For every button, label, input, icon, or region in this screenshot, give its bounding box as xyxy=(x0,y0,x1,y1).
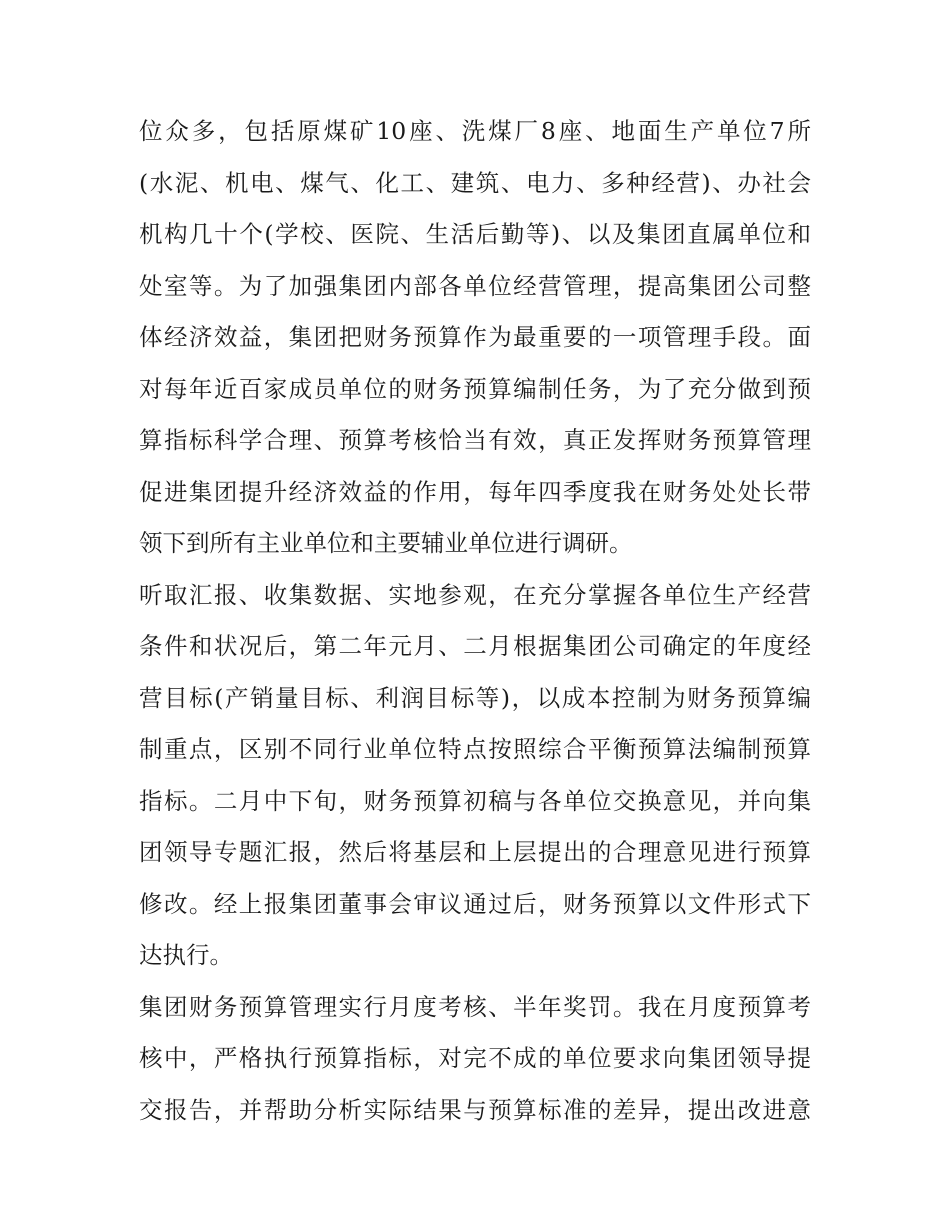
text-line: 制重点，区别不同行业单位特点按照综合平衡预算法编制预算 xyxy=(139,735,811,763)
text-line: 算指标科学合理、预算考核恰当有效，真正发挥财务预算管理 xyxy=(139,426,811,454)
text-line: 处室等。为了加强集团内部各单位经营管理，提高集团公司整 xyxy=(139,271,811,300)
text-line: 团领导专题汇报，然后将基层和上层提出的合理意见进行预算 xyxy=(139,838,811,866)
text-line: 修改。经上报集团董事会审议通过后，财务预算以文件形式下 xyxy=(139,889,811,918)
text-line: 机构几十个(学校、医院、生活后勤等)、以及集团直属单位和 xyxy=(139,220,811,248)
body-text xyxy=(139,106,811,1136)
text-line: 达执行。 xyxy=(139,941,233,969)
text-line: 领下到所有主业单位和主要辅业单位进行调研。 xyxy=(139,529,633,557)
text-line: (水泥、机电、煤气、化工、建筑、电力、多种经营)、办社会 xyxy=(139,168,811,197)
text-line: 营目标(产销量目标、利润目标等)，以成本控制为财务预算编 xyxy=(139,683,811,712)
text-line: 指标。二月中下旬，财务预算初稿与各单位交换意见，并向集 xyxy=(139,786,811,815)
text-line: 听取汇报、收集数据、实地参观，在充分掌握各单位生产经营 xyxy=(139,580,811,609)
text-line: 条件和状况后，第二年元月、二月根据集团公司确定的年度经 xyxy=(139,632,811,660)
text-line: 对每年近百家成员单位的财务预算编制任务，为了充分做到预 xyxy=(139,374,811,403)
text-line: 交报告，并帮助分析实际结果与预算标准的差异，提出改进意 xyxy=(139,1095,811,1124)
text-line: 促进集团提升经济效益的作用，每年四季度我在财务处处长带 xyxy=(139,477,811,506)
text-line: 位众多，包括原煤矿10座、洗煤厂8座、地面生产单位7所 xyxy=(139,117,811,145)
text-line: 核中，严格执行预算指标，对完不成的单位要求向集团领导提 xyxy=(139,1044,811,1072)
text-line: 集团财务预算管理实行月度考核、半年奖罚。我在月度预算考 xyxy=(139,992,811,1021)
text-line: 体经济效益，集团把财务预算作为最重要的一项管理手段。面 xyxy=(139,323,811,351)
